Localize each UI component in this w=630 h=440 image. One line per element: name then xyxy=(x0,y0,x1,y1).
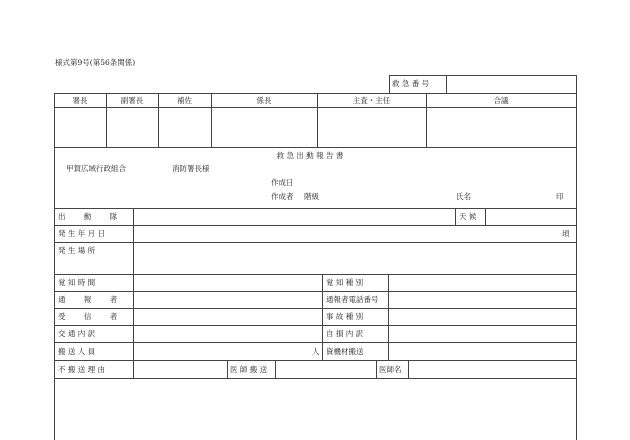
label-receiver: 受 信 者 xyxy=(58,312,126,321)
label-awareness-type: 覚 知 種 別 xyxy=(326,278,364,287)
label-dispatch-unit: 出 動 隊 xyxy=(58,212,126,221)
occurrence-date-field[interactable] xyxy=(134,226,554,241)
name-field[interactable] xyxy=(478,190,554,202)
traffic-breakdown-field[interactable] xyxy=(134,326,321,341)
emergency-number-label: 救 急 番 号 xyxy=(392,79,430,88)
addressee: 消防署長様 xyxy=(172,164,210,173)
awareness-time-field[interactable] xyxy=(134,275,321,290)
label-reporter-phone: 通報者電話番号 xyxy=(326,295,379,304)
non-transport-reason-field[interactable] xyxy=(134,361,226,377)
transport-personnel-field[interactable] xyxy=(134,343,310,359)
reporter-phone-field[interactable] xyxy=(389,292,575,307)
label-equipment-transport: 資機材搬送 xyxy=(326,347,364,356)
label-self-harm-breakdown: 自 損 内 訳 xyxy=(326,329,364,338)
occurrence-place-field[interactable] xyxy=(134,243,575,273)
self-harm-breakdown-field[interactable] xyxy=(389,326,575,341)
organization-name: 甲賀広域行政組合 xyxy=(66,164,126,173)
report-title: 救 急 出 動 報 告 書 xyxy=(276,151,344,160)
approval-header-supervisor: 主査・主任 xyxy=(352,96,391,105)
created-date-field[interactable] xyxy=(300,176,440,188)
form-caption: 様式第9号(第56条関係) xyxy=(55,58,136,67)
emergency-number-field[interactable] xyxy=(447,76,575,92)
rank-field[interactable] xyxy=(324,190,444,202)
stamp-cell-assistant[interactable] xyxy=(159,108,210,146)
doctor-transport-field[interactable] xyxy=(276,361,375,377)
label-traffic-breakdown: 交 通 内 訳 xyxy=(58,329,96,338)
approval-header-consultation: 合議 xyxy=(493,96,509,105)
approval-header-vice-chief: 副署長 xyxy=(120,96,144,105)
seal-label: 印 xyxy=(556,192,564,201)
receiver-field[interactable] xyxy=(134,309,321,324)
label-transport-personnel: 搬 送 人 員 xyxy=(58,347,96,356)
approval-header-chief: 署長 xyxy=(72,96,88,105)
label-non-transport-reason: 不 搬 送 理 由 xyxy=(58,365,106,374)
stamp-cell-vice-chief[interactable] xyxy=(107,108,157,146)
label-occurrence-place: 発 生 場 所 xyxy=(58,246,96,255)
incident-type-field[interactable] xyxy=(389,309,575,324)
label-doctor-name: 医師名 xyxy=(379,365,402,374)
equipment-transport-field[interactable] xyxy=(389,343,575,359)
created-date-label: 作成日 xyxy=(271,178,294,187)
label-awareness-time: 覚 知 時 間 xyxy=(58,278,96,287)
approval-header-section-chief: 係長 xyxy=(256,96,272,105)
doctor-name-field[interactable] xyxy=(409,361,575,377)
label-doctor-transport: 医 師 搬 送 xyxy=(230,365,268,374)
author-label: 作成者 xyxy=(271,192,294,201)
date-suffix: 頃 xyxy=(562,229,570,238)
label-occurrence-date: 発 生 年 月 日 xyxy=(58,229,106,238)
stamp-cell-supervisor[interactable] xyxy=(318,108,425,146)
label-reporter: 通 報 者 xyxy=(58,295,126,304)
label-weather: 天 候 xyxy=(459,212,477,221)
awareness-type-field[interactable] xyxy=(389,275,575,290)
dispatch-unit-field[interactable] xyxy=(134,209,454,224)
weather-field[interactable] xyxy=(486,209,575,224)
label-incident-type: 事 故 種 別 xyxy=(326,312,364,321)
stamp-cell-chief[interactable] xyxy=(55,108,105,146)
person-unit: 人 xyxy=(312,347,320,356)
stamp-cell-consultation[interactable] xyxy=(427,108,575,146)
rank-label: 階級 xyxy=(304,192,319,201)
stamp-cell-section-chief[interactable] xyxy=(212,108,316,146)
reporter-field[interactable] xyxy=(134,292,321,307)
approval-header-assistant: 補佐 xyxy=(177,96,192,105)
name-label: 氏名 xyxy=(456,192,471,201)
